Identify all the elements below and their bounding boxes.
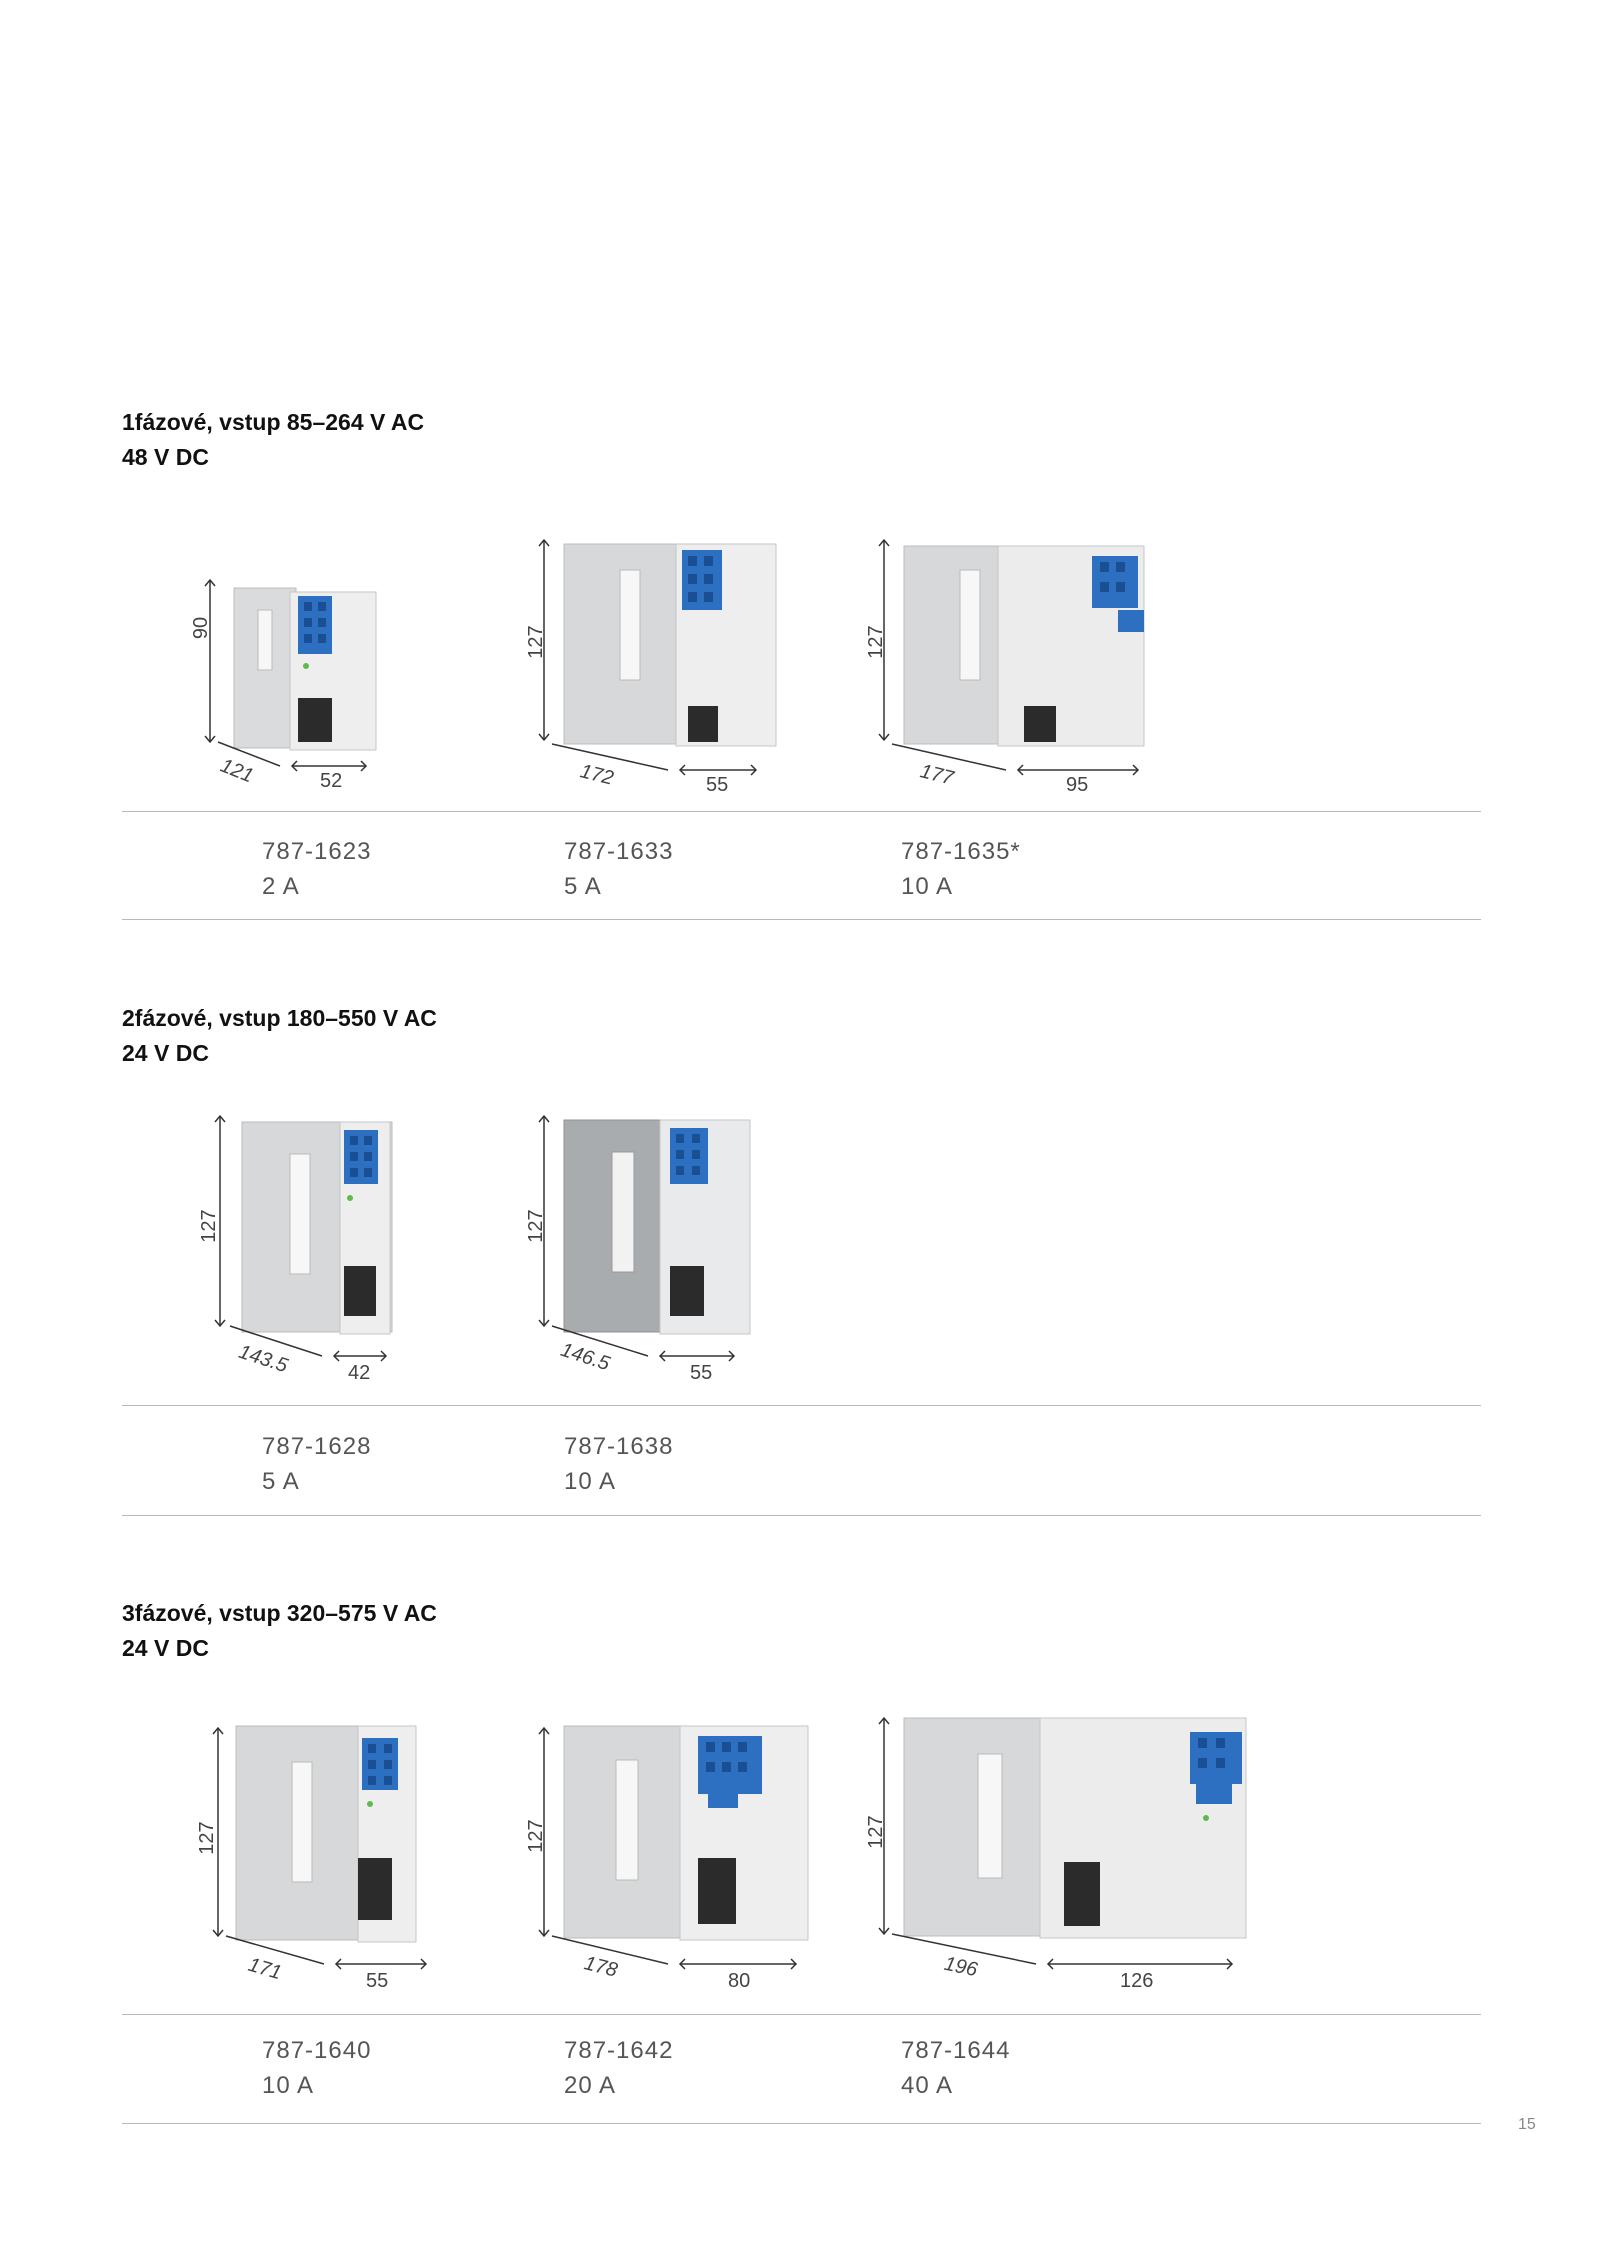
depth-dimension: 143.5 bbox=[235, 1340, 291, 1378]
width-dimension: 126 bbox=[1120, 1970, 1154, 1992]
product-current: 10 A bbox=[901, 873, 954, 900]
height-dimension: 127 bbox=[865, 1815, 887, 1849]
power-supply-illustration bbox=[190, 1712, 450, 2002]
divider bbox=[122, 919, 1481, 920]
section-title-line2: 24 V DC bbox=[122, 1040, 209, 1066]
depth-dimension: 121 bbox=[217, 754, 257, 788]
product-code: 787-1635* bbox=[901, 838, 1021, 865]
width-dimension: 55 bbox=[690, 1362, 713, 1384]
green-led-icon bbox=[367, 1801, 373, 1807]
product-info-787-1623 bbox=[262, 834, 371, 904]
height-dimension: 127 bbox=[196, 1821, 218, 1855]
divider bbox=[122, 2014, 1481, 2015]
depth-dimension: 178 bbox=[581, 1952, 620, 1982]
product-current: 10 A bbox=[262, 2072, 315, 2099]
power-supply-illustration bbox=[190, 1112, 410, 1392]
width-dimension: 55 bbox=[366, 1970, 389, 1992]
divider bbox=[122, 2123, 1481, 2124]
product-info-787-1638 bbox=[564, 1429, 673, 1499]
product-current: 5 A bbox=[262, 1468, 300, 1495]
power-supply-illustration bbox=[860, 1700, 1260, 2000]
depth-dimension: 171 bbox=[245, 1953, 284, 1985]
section-title-line1: 3fázové, vstup 320–575 V AC bbox=[122, 1600, 437, 1626]
product-info-787-1640 bbox=[262, 2033, 371, 2103]
product-info-787-1644 bbox=[901, 2033, 1010, 2103]
power-supply-illustration bbox=[520, 1712, 820, 2002]
power-supply-illustration bbox=[520, 1112, 780, 1392]
product-info-787-1642 bbox=[564, 2033, 673, 2103]
product-info-787-1628 bbox=[262, 1429, 371, 1499]
width-dimension: 80 bbox=[728, 1970, 751, 1992]
height-dimension: 127 bbox=[525, 625, 547, 659]
product-current: 5 A bbox=[564, 873, 602, 900]
product-code: 787-1628 bbox=[262, 1433, 372, 1460]
section-title-line1: 2fázové, vstup 180–550 V AC bbox=[122, 1005, 437, 1031]
product-code: 787-1640 bbox=[262, 2037, 372, 2064]
power-supply-illustration bbox=[520, 530, 780, 800]
green-led-icon bbox=[347, 1195, 353, 1201]
green-led-icon bbox=[303, 663, 309, 669]
depth-dimension: 177 bbox=[917, 760, 956, 790]
width-dimension: 95 bbox=[1066, 774, 1089, 796]
depth-dimension: 146.5 bbox=[557, 1338, 613, 1376]
section-title-line2: 48 V DC bbox=[122, 444, 209, 470]
product-code: 787-1638 bbox=[564, 1433, 674, 1460]
product-code: 787-1644 bbox=[901, 2037, 1011, 2064]
divider bbox=[122, 1515, 1481, 1516]
height-dimension: 90 bbox=[190, 616, 212, 640]
product-info-787-1633 bbox=[564, 834, 673, 904]
divider bbox=[122, 1405, 1481, 1406]
section-title-line2: 24 V DC bbox=[122, 1635, 209, 1661]
height-dimension: 127 bbox=[525, 1819, 547, 1853]
product-code: 787-1633 bbox=[564, 838, 674, 865]
product-current: 10 A bbox=[564, 1468, 617, 1495]
divider bbox=[122, 811, 1481, 812]
section-2-title bbox=[122, 1001, 437, 1071]
power-supply-illustration bbox=[860, 530, 1170, 800]
width-dimension: 52 bbox=[320, 770, 343, 792]
height-dimension: 127 bbox=[865, 625, 887, 659]
width-dimension: 42 bbox=[348, 1362, 371, 1384]
product-code: 787-1623 bbox=[262, 838, 372, 865]
section-1-title bbox=[122, 405, 424, 475]
section-title-line1: 1fázové, vstup 85–264 V AC bbox=[122, 409, 425, 435]
product-current: 20 A bbox=[564, 2072, 617, 2099]
height-dimension: 127 bbox=[525, 1209, 547, 1243]
depth-dimension: 172 bbox=[577, 760, 616, 790]
product-info-787-1635 bbox=[901, 834, 1021, 904]
product-current: 40 A bbox=[901, 2072, 954, 2099]
depth-dimension: 196 bbox=[942, 1952, 980, 1982]
width-dimension: 55 bbox=[706, 774, 729, 796]
product-current: 2 A bbox=[262, 873, 300, 900]
green-led-icon bbox=[1203, 1815, 1209, 1821]
page-number: 15 bbox=[1518, 2116, 1536, 2133]
height-dimension: 127 bbox=[198, 1209, 220, 1243]
product-code: 787-1642 bbox=[564, 2037, 674, 2064]
section-3-title bbox=[122, 1596, 437, 1666]
